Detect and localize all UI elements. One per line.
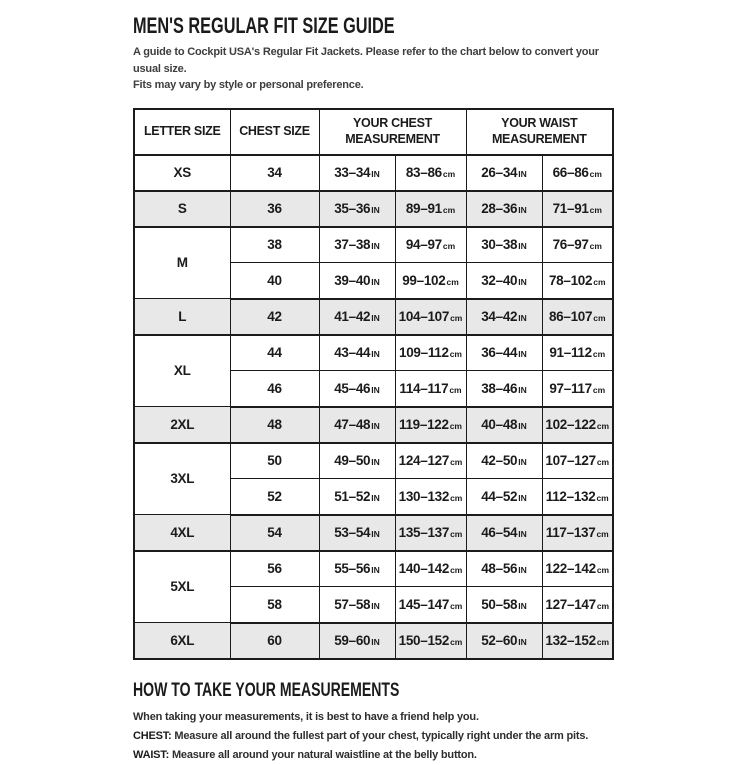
table-row	[134, 515, 613, 551]
waist-measurement-cm-cell	[542, 155, 613, 191]
how-to-section	[133, 680, 613, 765]
inches-unit-label: IN	[371, 349, 380, 359]
cm-unit-label: cm	[450, 637, 462, 647]
waist-measurement-cm-cell	[542, 335, 613, 371]
chest-measurement-cm-cell	[395, 155, 466, 191]
chest-measurement-cm-cell	[395, 551, 466, 587]
chest-measurement-cm-cell	[395, 479, 466, 515]
letter-size-cell: 2XL	[134, 407, 230, 443]
chest-measurement-cm-cell	[395, 371, 466, 407]
measurement-value: 99–102	[402, 273, 445, 288]
measurement-value: 102–122	[545, 417, 595, 432]
inches-unit-label: IN	[518, 421, 527, 431]
measurement-value: 109–112	[399, 345, 449, 360]
measurement-value: 97–117	[549, 381, 592, 396]
chest-measurement-in-cell	[319, 335, 395, 371]
waist-measurement-in-cell	[466, 299, 542, 335]
measurement-value: 117–137	[546, 525, 596, 540]
measurement-value: 39–40	[334, 273, 370, 288]
measurement-value: 47–48	[334, 417, 370, 432]
cm-unit-label: cm	[590, 169, 602, 179]
measurement-value: 40	[267, 273, 281, 288]
measurement-value: 78–102	[549, 273, 592, 288]
inches-unit-label: IN	[518, 565, 527, 575]
chest-measurement-cm-cell	[395, 335, 466, 371]
chest-size-cell	[230, 155, 319, 191]
cm-unit-label: cm	[450, 493, 462, 503]
letter-size-cell: XS	[134, 155, 230, 191]
inches-unit-label: IN	[371, 385, 380, 395]
measurement-value: 42	[267, 309, 281, 324]
cm-unit-label: cm	[450, 313, 462, 323]
inches-unit-label: IN	[371, 205, 380, 215]
chest-size-cell	[230, 407, 319, 443]
inches-unit-label: IN	[371, 277, 380, 287]
waist-measurement-in-cell	[466, 191, 542, 227]
measurement-value: 122–142	[545, 561, 595, 576]
measurement-value: 104–107	[399, 309, 449, 324]
page-title: MEN'S REGULAR FIT SIZE GUIDE	[133, 13, 395, 39]
waist-measurement-in-cell	[466, 371, 542, 407]
table-row	[134, 335, 613, 371]
chest-measurement-in-cell	[319, 479, 395, 515]
waist-measurement-cm-cell	[542, 299, 613, 335]
cm-unit-label: cm	[590, 205, 602, 215]
cm-unit-label: cm	[597, 421, 609, 431]
measurement-value: 51–52	[334, 489, 370, 504]
inches-unit-label: IN	[371, 313, 380, 323]
measurement-value: 114–117	[399, 381, 448, 396]
column-header-letter-size: LETTER SIZE	[134, 109, 230, 155]
measurement-value: 42–50	[481, 453, 517, 468]
table-row	[134, 155, 613, 191]
measurement-value: 119–122	[399, 417, 449, 432]
cm-unit-label: cm	[443, 241, 455, 251]
measurement-value: 35–36	[334, 201, 370, 216]
waist-label: WAIST:	[133, 749, 169, 761]
cm-unit-label: cm	[450, 457, 462, 467]
measurement-value: 107–127	[545, 453, 595, 468]
inches-unit-label: IN	[518, 277, 527, 287]
measurement-value: 49–50	[334, 453, 370, 468]
chest-measurement-cm-cell	[395, 623, 466, 659]
waist-measurement-in-cell	[466, 407, 542, 443]
cm-unit-label: cm	[593, 349, 605, 359]
cm-unit-label: cm	[449, 385, 461, 395]
measurement-value: 66–86	[553, 165, 589, 180]
chest-size-cell	[230, 371, 319, 407]
cm-unit-label: cm	[597, 637, 609, 647]
measurement-value: 54	[267, 525, 281, 540]
measurement-value: 36–44	[481, 345, 517, 360]
letter-size-cell: 6XL	[134, 623, 230, 659]
measurement-value: 83–86	[406, 165, 442, 180]
cm-unit-label: cm	[597, 565, 609, 575]
chest-measurement-cm-cell	[395, 227, 466, 263]
waist-measurement-cm-cell	[542, 515, 613, 551]
waist-measurement-cm-cell	[542, 227, 613, 263]
cm-unit-label: cm	[450, 529, 462, 539]
waist-measurement-in-cell	[466, 227, 542, 263]
cm-unit-label: cm	[446, 277, 458, 287]
inches-unit-label: IN	[518, 241, 527, 251]
measurement-value: 57–58	[334, 597, 370, 612]
chest-size-cell	[230, 227, 319, 263]
waist-measurement-in-cell	[466, 551, 542, 587]
cm-unit-label: cm	[450, 565, 462, 575]
measurement-value: 41–42	[334, 309, 370, 324]
table-row	[134, 407, 613, 443]
table-row	[134, 191, 613, 227]
table-row	[134, 551, 613, 587]
inches-unit-label: IN	[518, 169, 527, 179]
waist-measurement-cm-cell	[542, 371, 613, 407]
inches-unit-label: IN	[518, 313, 527, 323]
chest-measurement-in-cell	[319, 443, 395, 479]
measurement-value: 56	[267, 561, 281, 576]
subtitle-line-2: Fits may vary by style or personal preference.	[133, 79, 363, 91]
inches-unit-label: IN	[371, 565, 380, 575]
cm-unit-label: cm	[596, 493, 608, 503]
inches-unit-label: IN	[518, 385, 527, 395]
page-subtitle	[133, 44, 613, 94]
letter-size-cell: 3XL	[134, 443, 230, 515]
measurement-value: 36	[267, 201, 281, 216]
cm-unit-label: cm	[590, 241, 602, 251]
chest-measurement-cm-cell	[395, 443, 466, 479]
table-header-row	[134, 109, 613, 155]
cm-unit-label: cm	[450, 349, 462, 359]
measurement-value: 130–132	[399, 489, 449, 504]
waist-measurement-cm-cell	[542, 407, 613, 443]
waist-measurement-in-cell	[466, 263, 542, 299]
chest-size-cell	[230, 443, 319, 479]
measurement-value: 34	[267, 165, 281, 180]
inches-unit-label: IN	[371, 421, 380, 431]
measurement-value: 58	[267, 597, 281, 612]
chest-size-cell	[230, 551, 319, 587]
chest-size-cell	[230, 335, 319, 371]
chest-measurement-in-cell	[319, 407, 395, 443]
chest-measurement-in-cell	[319, 587, 395, 623]
chest-measurement-cm-cell	[395, 587, 466, 623]
waist-measurement-in-cell	[466, 587, 542, 623]
measurement-value: 132–152	[545, 633, 595, 648]
column-header-chest-measurement: YOUR CHEST MEASUREMENT	[319, 109, 466, 155]
inches-unit-label: IN	[518, 205, 527, 215]
chest-size-cell	[230, 263, 319, 299]
measurements-heading: HOW TO TAKE YOUR MEASUREMENTS	[133, 680, 399, 702]
inches-unit-label: IN	[371, 457, 380, 467]
letter-size-cell: M	[134, 227, 230, 299]
waist-measurement-cm-cell	[542, 587, 613, 623]
measurement-value: 46	[267, 381, 281, 396]
waist-measurement-cm-cell	[542, 443, 613, 479]
chest-measurement-in-cell	[319, 263, 395, 299]
measurement-value: 135–137	[399, 525, 449, 540]
waist-measurement-in-cell	[466, 443, 542, 479]
chest-instruction	[133, 727, 653, 746]
measurement-value: 44–52	[481, 489, 517, 504]
chest-instruction-text: Measure all around the fullest part of your chest, typically right under the arm pits.	[174, 730, 588, 742]
measurement-value: 52–60	[481, 633, 517, 648]
chest-measurement-cm-cell	[395, 407, 466, 443]
measurement-value: 40–48	[481, 417, 517, 432]
measurement-value: 71–91	[553, 201, 589, 216]
inches-unit-label: IN	[371, 241, 380, 251]
chest-measurement-in-cell	[319, 155, 395, 191]
measurement-value: 46–54	[481, 525, 517, 540]
measurement-value: 45–46	[334, 381, 370, 396]
measurement-value: 124–127	[399, 453, 449, 468]
cm-unit-label: cm	[450, 421, 462, 431]
chest-label: CHEST:	[133, 730, 172, 742]
letter-size-cell: L	[134, 299, 230, 335]
waist-measurement-cm-cell	[542, 551, 613, 587]
chest-measurement-in-cell	[319, 623, 395, 659]
inches-unit-label: IN	[518, 529, 527, 539]
measurement-value: 94–97	[406, 237, 442, 252]
measurement-value: 60	[267, 633, 281, 648]
measurement-value: 34–42	[481, 309, 517, 324]
chest-size-cell	[230, 479, 319, 515]
cm-unit-label: cm	[593, 277, 605, 287]
letter-size-cell: 5XL	[134, 551, 230, 623]
measurement-value: 53–54	[334, 525, 370, 540]
measurement-value: 44	[267, 345, 281, 360]
chest-size-cell	[230, 191, 319, 227]
inches-unit-label: IN	[371, 601, 380, 611]
size-guide-table	[133, 108, 614, 660]
cm-unit-label: cm	[443, 205, 455, 215]
inches-unit-label: IN	[518, 457, 527, 467]
waist-measurement-cm-cell	[542, 479, 613, 515]
measurement-value: 86–107	[549, 309, 592, 324]
waist-measurement-cm-cell	[542, 623, 613, 659]
letter-size-cell: S	[134, 191, 230, 227]
cm-unit-label: cm	[443, 169, 455, 179]
chest-size-cell	[230, 623, 319, 659]
measurement-value: 76–97	[553, 237, 589, 252]
waist-measurement-in-cell	[466, 623, 542, 659]
chest-size-cell	[230, 515, 319, 551]
waist-measurement-in-cell	[466, 515, 542, 551]
measurement-value: 38	[267, 237, 281, 252]
chest-size-cell	[230, 299, 319, 335]
measurement-value: 55–56	[334, 561, 370, 576]
measurement-value: 91–112	[549, 345, 592, 360]
letter-size-cell: 4XL	[134, 515, 230, 551]
cm-unit-label: cm	[593, 313, 605, 323]
chest-measurement-in-cell	[319, 551, 395, 587]
measurement-value: 150–152	[399, 633, 449, 648]
inches-unit-label: IN	[518, 601, 527, 611]
waist-instruction	[133, 746, 653, 765]
measurement-value: 50	[267, 453, 281, 468]
cm-unit-label: cm	[597, 457, 609, 467]
inches-unit-label: IN	[371, 637, 380, 647]
measurement-value: 32–40	[481, 273, 517, 288]
chest-size-cell	[230, 587, 319, 623]
column-header-waist-measurement: YOUR WAIST MEASUREMENT	[466, 109, 613, 155]
measurement-value: 33–34	[334, 165, 370, 180]
chest-measurement-cm-cell	[395, 263, 466, 299]
measurement-value: 38–46	[481, 381, 517, 396]
table-row	[134, 443, 613, 479]
measurement-value: 59–60	[334, 633, 370, 648]
measurement-value: 50–58	[481, 597, 517, 612]
chest-measurement-cm-cell	[395, 515, 466, 551]
measurement-value: 145–147	[399, 597, 449, 612]
chest-measurement-in-cell	[319, 191, 395, 227]
waist-instruction-text: Measure all around your natural waistline at the belly button.	[172, 749, 477, 761]
inches-unit-label: IN	[371, 169, 380, 179]
cm-unit-label: cm	[450, 601, 462, 611]
measurement-value: 26–34	[481, 165, 517, 180]
measurement-value: 89–91	[406, 201, 442, 216]
measurement-value: 52	[267, 489, 281, 504]
inches-unit-label: IN	[371, 529, 380, 539]
measurement-value: 127–147	[545, 597, 595, 612]
chest-measurement-in-cell	[319, 299, 395, 335]
table-row	[134, 227, 613, 263]
letter-size-cell: XL	[134, 335, 230, 407]
inches-unit-label: IN	[518, 637, 527, 647]
measurements-intro: When taking your measurements, it is best to have a friend help you.	[133, 708, 653, 727]
inches-unit-label: IN	[518, 349, 527, 359]
measurement-value: 30–38	[481, 237, 517, 252]
chest-measurement-in-cell	[319, 371, 395, 407]
waist-measurement-cm-cell	[542, 191, 613, 227]
measurement-value: 112–132	[546, 489, 596, 504]
waist-measurement-in-cell	[466, 155, 542, 191]
cm-unit-label: cm	[593, 385, 605, 395]
chest-measurement-in-cell	[319, 227, 395, 263]
measurement-value: 28–36	[481, 201, 517, 216]
subtitle-line-1: A guide to Cockpit USA's Regular Fit Jackets. Please refer to the chart below to convert your usual size.	[133, 46, 599, 75]
chest-measurement-cm-cell	[395, 299, 466, 335]
chest-measurement-cm-cell	[395, 191, 466, 227]
column-header-chest-size: CHEST SIZE	[230, 109, 319, 155]
waist-measurement-in-cell	[466, 479, 542, 515]
measurement-value: 48–56	[481, 561, 517, 576]
measurement-value: 37–38	[334, 237, 370, 252]
table-row	[134, 299, 613, 335]
cm-unit-label: cm	[597, 601, 609, 611]
chest-measurement-in-cell	[319, 515, 395, 551]
inches-unit-label: IN	[371, 493, 380, 503]
measurement-value: 140–142	[399, 561, 449, 576]
cm-unit-label: cm	[596, 529, 608, 539]
measurement-value: 43–44	[334, 345, 370, 360]
inches-unit-label: IN	[518, 493, 527, 503]
waist-measurement-in-cell	[466, 335, 542, 371]
waist-measurement-cm-cell	[542, 263, 613, 299]
table-row	[134, 623, 613, 659]
measurement-value: 48	[267, 417, 281, 432]
